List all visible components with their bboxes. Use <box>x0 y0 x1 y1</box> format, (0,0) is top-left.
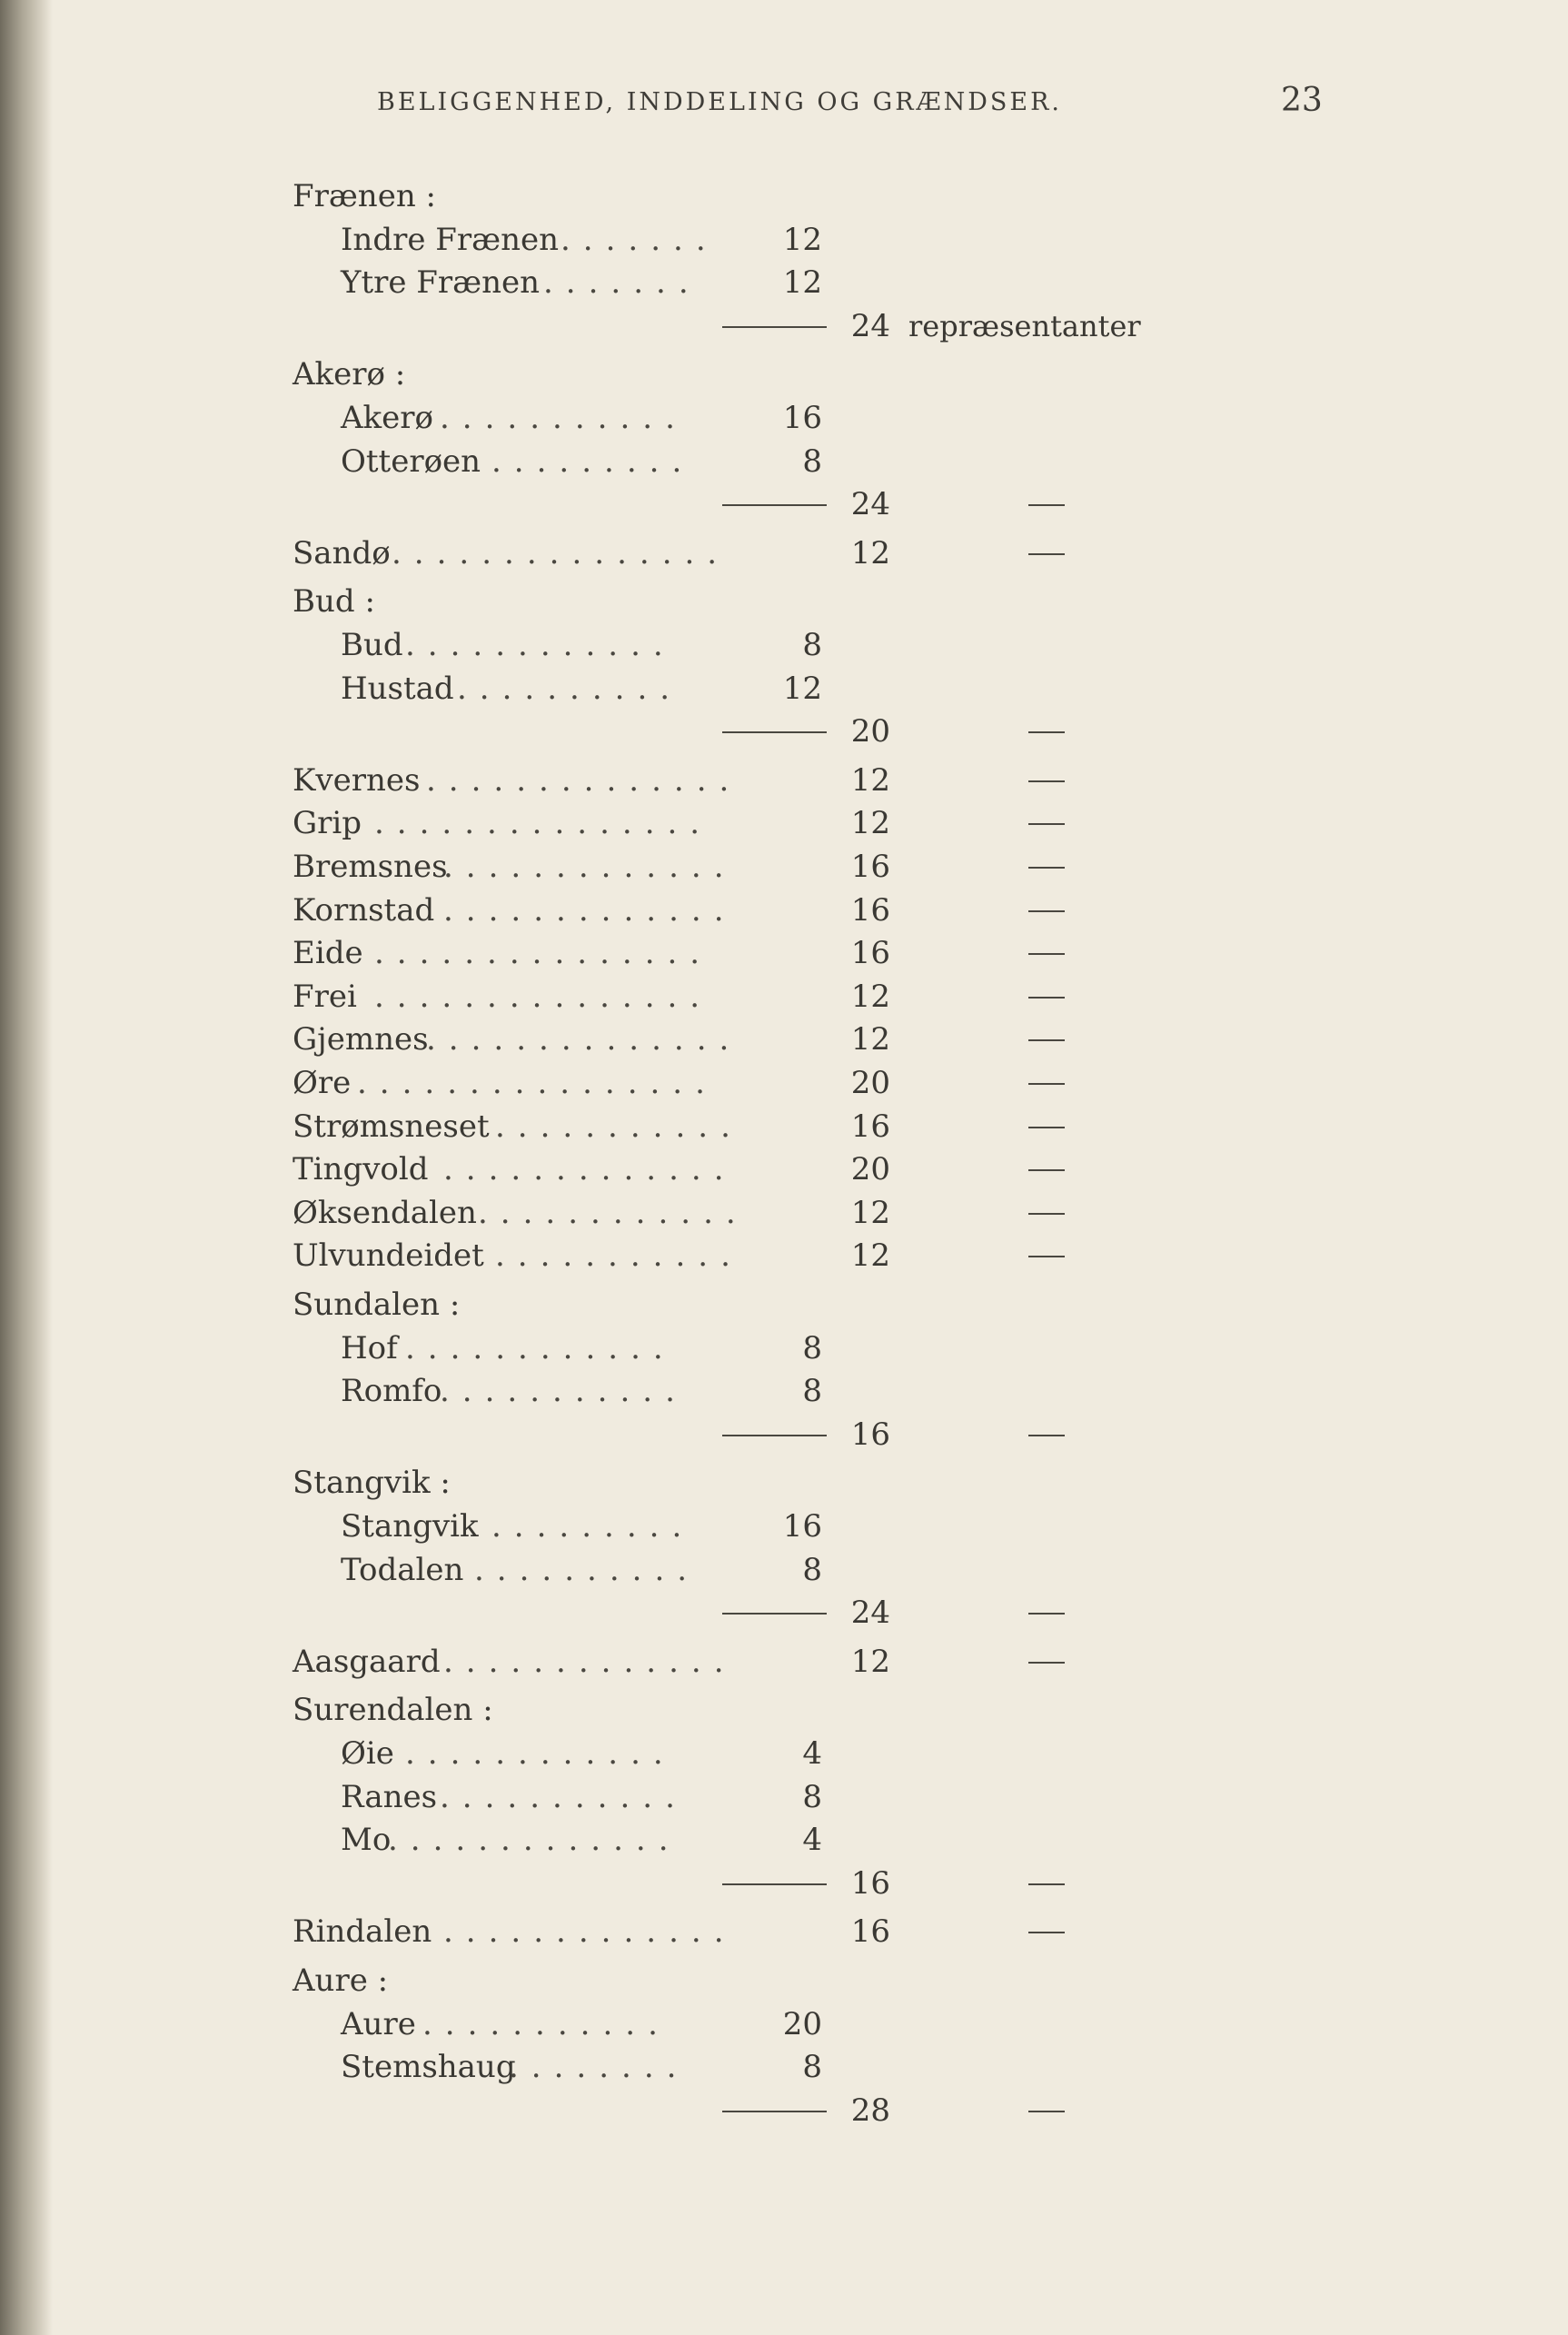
municipality-label: Gjemnes <box>293 1021 429 1058</box>
table-row <box>0 1107 1568 1147</box>
table-row <box>0 847 1568 887</box>
table-row <box>0 1912 1568 1952</box>
sub-item-value: 12 <box>782 221 822 258</box>
sub-item-value: 8 <box>802 1373 822 1410</box>
municipality-value: 16 <box>850 849 890 885</box>
group-heading: Sundalen : <box>293 1287 461 1323</box>
dot-leader: ........ <box>509 2049 690 2086</box>
municipality-value: 12 <box>850 1237 890 1275</box>
ditto-dash <box>1028 1613 1065 1615</box>
table-row <box>0 933 1568 973</box>
dot-leader: ............. <box>443 1913 737 1951</box>
dot-leader: ........... <box>440 1778 688 1815</box>
dot-leader: ............ <box>405 1329 676 1366</box>
municipality-value: 12 <box>850 978 890 1015</box>
table-row <box>0 760 1568 800</box>
municipality-value: 12 <box>850 1643 890 1680</box>
sum-rule <box>722 1883 827 1885</box>
table-row <box>0 1820 1568 1860</box>
municipality-label: Grip <box>293 805 362 842</box>
sub-item-label: Bud <box>341 627 403 663</box>
ditto-dash <box>1028 1169 1065 1171</box>
municipality-value: 12 <box>850 1194 890 1231</box>
ditto-dash <box>1028 1213 1065 1215</box>
dot-leader: .......... <box>474 1551 700 1588</box>
sub-item-label: Hustad <box>341 670 454 707</box>
dot-leader: ............ <box>405 627 676 663</box>
municipality-value: 20 <box>850 1151 890 1188</box>
sub-item-label: Øie <box>341 1735 394 1772</box>
table-row <box>0 1149 1568 1189</box>
municipality-label: Rindalen <box>293 1913 432 1951</box>
group-heading: Aure : <box>293 1962 389 1999</box>
sub-item-label: Stangvik <box>341 1508 479 1545</box>
sub-item-value: 8 <box>802 1778 822 1815</box>
ditto-dash <box>1028 504 1065 506</box>
dot-leader: ............. <box>443 849 737 885</box>
municipality-label: Kvernes <box>293 761 421 799</box>
dot-leader: .......... <box>457 670 683 707</box>
table-row <box>0 1690 1568 1730</box>
group-heading: Stangvik : <box>293 1465 451 1502</box>
table-row <box>0 977 1568 1017</box>
ditto-dash <box>1028 1662 1065 1664</box>
sub-item-value: 4 <box>802 1735 822 1772</box>
sub-item-value: 8 <box>802 2049 822 2086</box>
sub-item-label: Akerø <box>341 400 433 436</box>
sub-item-value: 8 <box>802 1329 822 1366</box>
table-row <box>0 1642 1568 1682</box>
group-heading: Frænen : <box>293 178 436 214</box>
table-row <box>0 890 1568 930</box>
sum-rule <box>722 504 827 506</box>
municipality-value: 20 <box>850 1065 890 1101</box>
ditto-dash <box>1028 1435 1065 1436</box>
sub-item-value: 16 <box>782 1508 822 1545</box>
unit-note: repræsentanter <box>908 308 1141 343</box>
table-row <box>0 220 1568 260</box>
group-heading: Surendalen : <box>293 1692 493 1729</box>
dot-leader: ............. <box>443 1643 737 1680</box>
municipality-label: Ulvundeidet <box>293 1237 484 1275</box>
ditto-dash <box>1028 997 1065 999</box>
sub-item-label: Hof <box>341 1329 398 1366</box>
municipality-label: Frei <box>293 978 357 1015</box>
sum-rule <box>722 2111 827 2112</box>
dot-leader: ......... <box>491 442 695 480</box>
sub-item-value: 12 <box>782 264 822 302</box>
group-total: 28 <box>850 2092 890 2129</box>
page-number: 23 <box>1281 82 1323 119</box>
table-row <box>0 1777 1568 1817</box>
sub-item-value: 4 <box>802 1822 822 1859</box>
municipality-label: Øksendalen <box>293 1194 477 1231</box>
municipality-label: Strømsneset <box>293 1108 490 1145</box>
sub-item-value: 8 <box>802 627 822 663</box>
municipality-value: 12 <box>850 534 890 571</box>
municipality-value: 16 <box>850 891 890 929</box>
municipality-label: Sandø <box>293 534 391 571</box>
table-row <box>0 1193 1568 1233</box>
dot-leader: ....... <box>543 264 701 302</box>
dot-leader: ............... <box>374 935 713 972</box>
sub-item-label: Ytre Frænen <box>341 264 541 302</box>
municipality-value: 16 <box>850 935 890 972</box>
dot-leader: ......... <box>491 1508 695 1545</box>
table-row <box>0 1415 1568 1455</box>
table-row <box>0 1328 1568 1368</box>
sub-item-label: Aure <box>341 2005 416 2042</box>
table-row <box>0 442 1568 482</box>
ditto-dash <box>1028 1883 1065 1885</box>
sub-item-label: Otterøen <box>341 442 481 480</box>
table-row <box>0 1961 1568 2001</box>
table-row <box>0 2004 1568 2044</box>
sub-item-value: 12 <box>782 670 822 707</box>
ditto-dash <box>1028 780 1065 782</box>
table-row <box>0 1019 1568 1059</box>
sub-item-value: 20 <box>782 2005 822 2042</box>
dot-leader: .............. <box>426 1021 742 1058</box>
table-row <box>0 263 1568 303</box>
sub-item-label: Todalen <box>341 1551 464 1588</box>
dot-leader: ............... <box>374 978 713 1015</box>
sum-rule <box>722 731 827 733</box>
table-row <box>0 2047 1568 2087</box>
dot-leader: ................ <box>357 1065 718 1101</box>
table-row <box>0 803 1568 843</box>
dot-leader: ............. <box>443 1151 737 1188</box>
table-row <box>0 306 1568 346</box>
municipality-label: Bremsnes <box>293 849 448 885</box>
sub-item-value: 8 <box>802 1551 822 1588</box>
ditto-dash <box>1028 953 1065 955</box>
table-row <box>0 1371 1568 1411</box>
table-row <box>0 1285 1568 1325</box>
running-header: BELIGGENHED, INDDELING OG GRÆNDSER. <box>377 88 1062 116</box>
table-row <box>0 354 1568 394</box>
table-row <box>0 1236 1568 1276</box>
ditto-dash <box>1028 1127 1065 1128</box>
dot-leader: ............ <box>478 1194 749 1231</box>
table-row <box>0 711 1568 751</box>
dot-leader: ............ <box>405 1735 676 1772</box>
table-row <box>0 1506 1568 1546</box>
sub-item-label: Indre Frænen <box>341 221 559 258</box>
table-row <box>0 1550 1568 1590</box>
ditto-dash <box>1028 910 1065 912</box>
sub-item-value: 8 <box>802 442 822 480</box>
table-row <box>0 2091 1568 2131</box>
table-row <box>0 581 1568 621</box>
municipality-value: 16 <box>850 1108 890 1145</box>
table-row <box>0 484 1568 524</box>
dot-leader: ............... <box>374 805 713 842</box>
sub-item-value: 16 <box>782 400 822 436</box>
municipality-value: 12 <box>850 1021 890 1058</box>
group-total: 24 <box>850 486 890 523</box>
table-row <box>0 176 1568 216</box>
dot-leader: .............. <box>426 761 742 799</box>
table-row <box>0 533 1568 573</box>
dot-leader: ....... <box>561 221 719 258</box>
group-total: 16 <box>850 1416 890 1453</box>
municipality-value: 12 <box>850 805 890 842</box>
sum-rule <box>722 326 827 328</box>
table-row <box>0 1734 1568 1774</box>
table-row <box>0 1863 1568 1903</box>
group-total: 20 <box>850 713 890 750</box>
ditto-dash <box>1028 1083 1065 1085</box>
municipality-value: 16 <box>850 1913 890 1951</box>
group-total: 24 <box>850 307 890 344</box>
dot-leader: ............. <box>388 1822 681 1859</box>
table-row <box>0 1593 1568 1633</box>
dot-leader: ........... <box>422 2005 670 2042</box>
group-total: 16 <box>850 1864 890 1902</box>
ditto-dash <box>1028 823 1065 825</box>
dot-leader: ........... <box>495 1237 743 1275</box>
table-row <box>0 398 1568 438</box>
group-total: 24 <box>850 1595 890 1632</box>
sub-item-label: Romfo <box>341 1373 442 1410</box>
sub-item-label: Ranes <box>341 1778 438 1815</box>
ditto-dash <box>1028 553 1065 555</box>
group-heading: Akerø : <box>293 356 406 393</box>
ditto-dash <box>1028 867 1065 869</box>
sum-rule <box>722 1613 827 1615</box>
sum-rule <box>722 1435 827 1436</box>
table-row <box>0 669 1568 709</box>
municipality-label: Kornstad <box>293 891 435 929</box>
ditto-dash <box>1028 1256 1065 1257</box>
municipality-value: 12 <box>850 761 890 799</box>
municipality-label: Øre <box>293 1065 352 1101</box>
sub-item-label: Mo <box>341 1822 392 1859</box>
dot-leader: ............... <box>392 534 730 571</box>
dot-leader: ............. <box>443 891 737 929</box>
municipality-label: Eide <box>293 935 363 972</box>
dot-leader: ........... <box>495 1108 743 1145</box>
ditto-dash <box>1028 731 1065 733</box>
ditto-dash <box>1028 2111 1065 2112</box>
sub-item-label: Stemshaug <box>341 2049 516 2086</box>
dot-leader: ........... <box>440 400 688 436</box>
municipality-label: Aasgaard <box>293 1643 441 1680</box>
group-heading: Bud : <box>293 583 375 621</box>
ditto-dash <box>1028 1932 1065 1933</box>
municipality-label: Tingvold <box>293 1151 429 1188</box>
table-row <box>0 1463 1568 1503</box>
table-row <box>0 1063 1568 1103</box>
table-row <box>0 625 1568 665</box>
ditto-dash <box>1028 1039 1065 1041</box>
dot-leader: ........... <box>440 1373 688 1410</box>
